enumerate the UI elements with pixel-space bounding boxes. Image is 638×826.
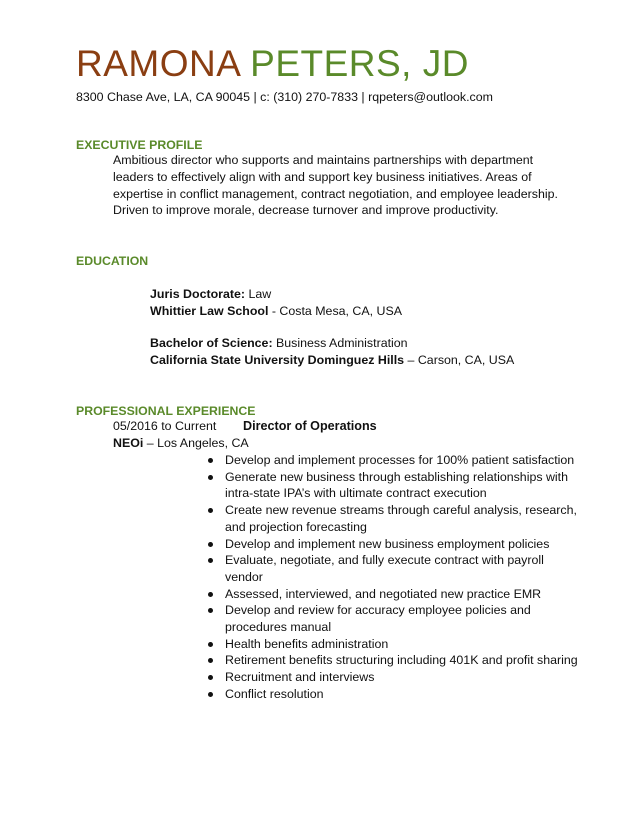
- degree-label: Juris Doctorate:: [150, 287, 246, 301]
- bullet-icon: [208, 558, 213, 563]
- bullet-icon: [208, 642, 213, 647]
- degree-label: Bachelor of Science:: [150, 336, 273, 350]
- school-name: California State University Dominguez Hills: [150, 353, 405, 367]
- section-title-education: EDUCATION: [76, 254, 149, 268]
- list-item: [225, 636, 580, 653]
- school-line: [150, 352, 514, 369]
- bullet-text: Conflict resolution: [225, 686, 324, 701]
- section-title-profile: EXECUTIVE PROFILE: [76, 138, 203, 152]
- bullet-text: Generate new business through establishing relationships with intra-state IPA’s with ultimate contract execution: [225, 469, 569, 501]
- bullet-text: Develop and review for accuracy employee policies and procedures manual: [225, 603, 531, 635]
- candidate-name: [76, 41, 469, 87]
- education-entry: [150, 335, 514, 369]
- job-bullet-list: [205, 452, 580, 703]
- list-item: [225, 669, 580, 686]
- list-item: [225, 452, 580, 469]
- degree-line: [150, 335, 514, 352]
- school-name: Whittier Law School: [150, 304, 269, 318]
- bullet-icon: [208, 658, 213, 663]
- company-name: NEOi: [113, 436, 144, 450]
- company-location: – Los Angeles, CA: [143, 436, 249, 450]
- list-item: [225, 502, 580, 535]
- bullet-text: Assessed, interviewed, and negotiated new practice EMR: [225, 586, 542, 601]
- profile-text: Ambitious director who supports and maintains partnerships with department leaders to effectively align with and support key business initiatives. Areas of expertise in conflict management, contract negotiation, and employee leadership. Driven to improve morale, decrease turnover and improve productivity.: [113, 153, 558, 218]
- bullet-icon: [208, 475, 213, 480]
- bullet-icon: [208, 692, 213, 697]
- education-entry: [150, 286, 402, 320]
- list-item: [225, 469, 580, 502]
- list-item: [225, 652, 580, 669]
- bullet-text: Evaluate, negotiate, and fully execute contract with payroll vendor: [225, 553, 544, 584]
- job-dates: 05/2016 to Current: [113, 419, 217, 433]
- list-item: [225, 586, 580, 603]
- list-item: [225, 602, 580, 635]
- degree-value: Law: [245, 287, 272, 301]
- school-location: - Costa Mesa, CA, USA: [268, 304, 402, 318]
- bullet-text: Health benefits administration: [225, 636, 389, 651]
- name-rest: PETERS, JD: [250, 43, 469, 84]
- bullet-icon: [208, 608, 213, 613]
- contact-line: 8300 Chase Ave, LA, CA 90045 | c: (310) 270-7833 | rqpeters@outlook.com: [76, 90, 493, 104]
- degree-value: Business Administration: [272, 336, 408, 350]
- list-item: [225, 686, 580, 703]
- name-first: RAMONA: [76, 43, 240, 84]
- list-item: [225, 552, 580, 585]
- bullet-icon: [208, 592, 213, 597]
- bullet-text: Develop and implement new business employment policies: [225, 536, 550, 551]
- bullet-text: Retirement benefits structuring including 401K and profit sharing: [225, 653, 578, 668]
- bullet-text: Recruitment and interviews: [225, 670, 375, 685]
- degree-line: [150, 286, 402, 303]
- bullet-text: Create new revenue streams through careful analysis, research, and projection forecasting: [225, 503, 577, 534]
- list-item: [225, 536, 580, 553]
- bullet-icon: [208, 675, 213, 680]
- bullet-text: Develop and implement processes for 100% patient satisfaction: [225, 453, 575, 467]
- bullet-icon: [208, 508, 213, 513]
- bullet-icon: [208, 458, 213, 463]
- bullet-icon: [208, 542, 213, 547]
- school-location: – Carson, CA, USA: [404, 353, 515, 367]
- job-company-line: [113, 435, 249, 452]
- job-title: Director of Operations: [243, 419, 377, 433]
- section-title-experience: PROFESSIONAL EXPERIENCE: [76, 404, 256, 418]
- school-line: [150, 303, 402, 320]
